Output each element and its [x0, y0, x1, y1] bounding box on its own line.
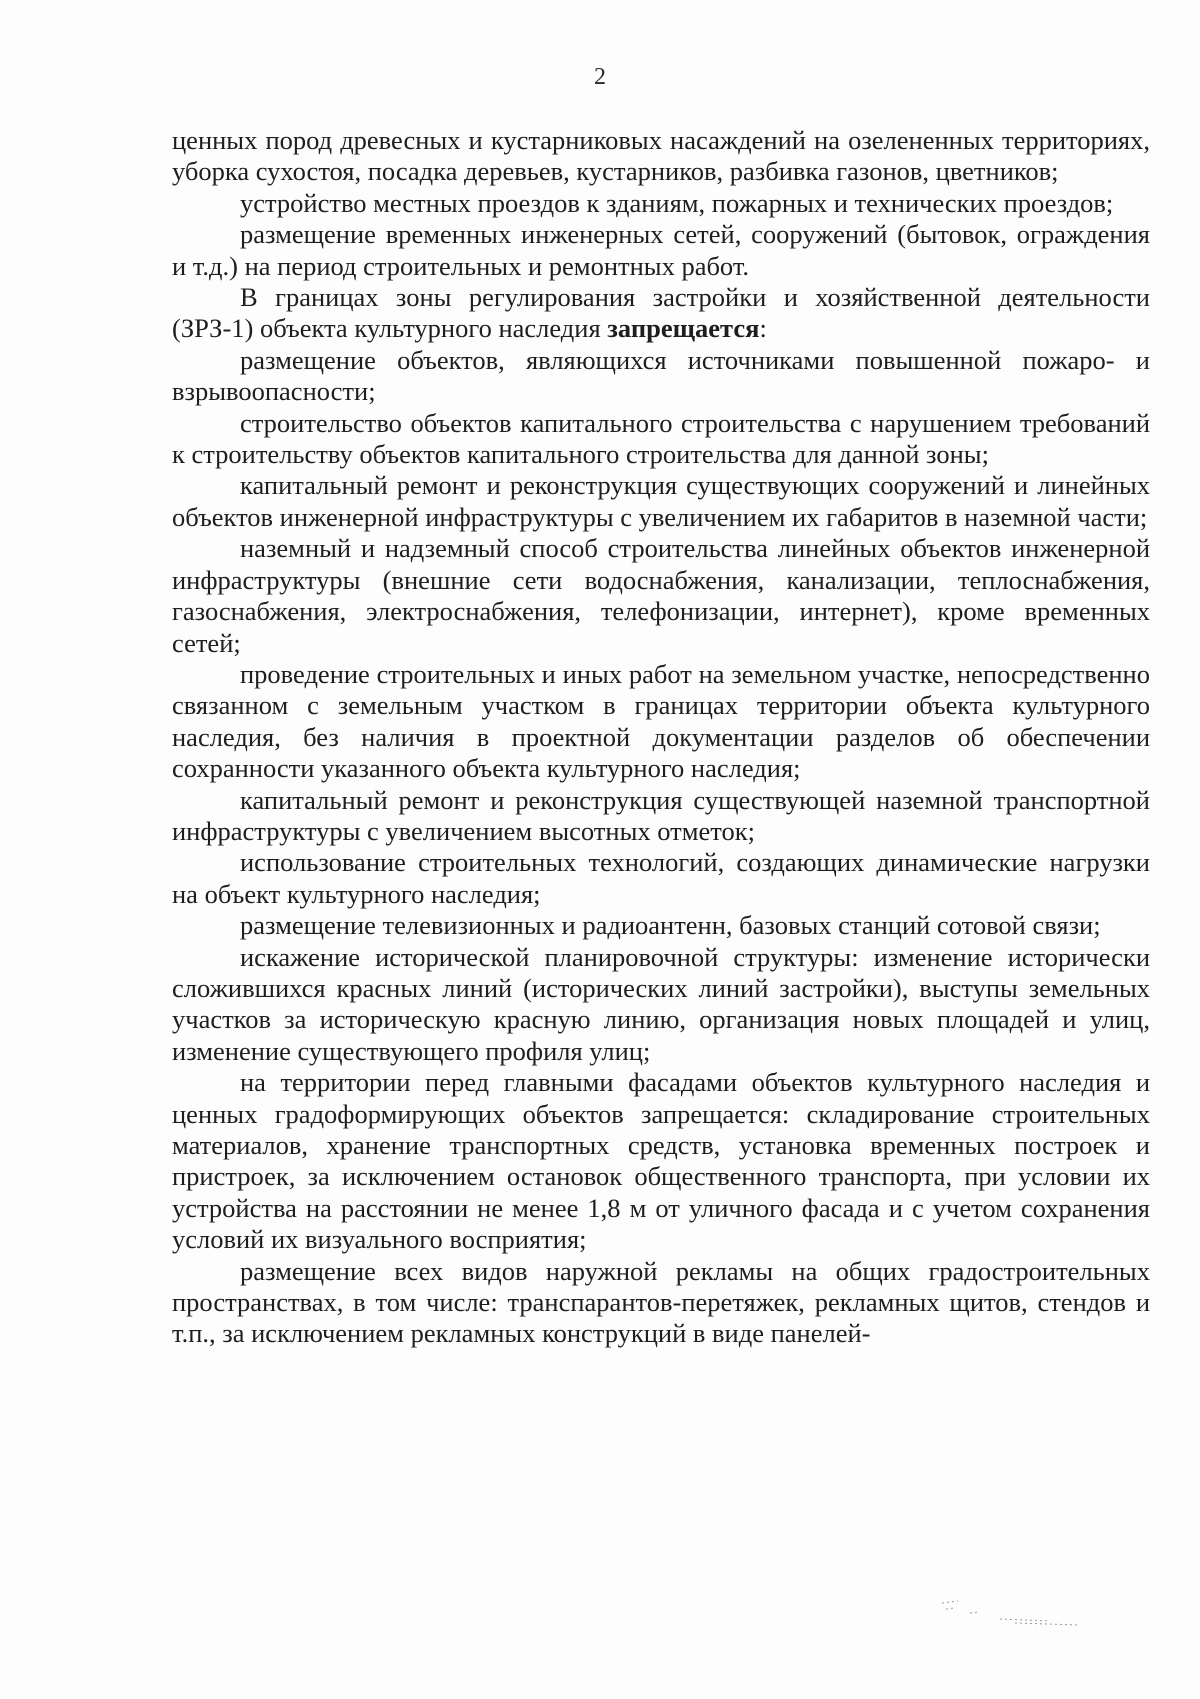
- paragraph-capital-construction: строительство объектов капитального строительства с нарушением требований к строительству объектов капитального строительства для данной зоны;: [172, 407, 1150, 470]
- paragraph-planning-structure: искажение исторической планировочной структуры: изменение исторически сложившихся красных линий (исторических линий застройки), выступы земельных участков за историческую красную линию, организация новых площадей и улиц, изменение существующего профиля улиц;: [172, 941, 1150, 1066]
- paragraph-dynamic-loads: использование строительных технологий, создающих динамические нагрузки на объект культурного наследия;: [172, 847, 1150, 909]
- paragraph-advertising: размещение всех видов наружной рекламы на общих градостроительных пространствах, в том числе: транспарантов-перетяжек, рекламных щитов, стендов и т.п., за исключением рекламных конструкций в виде панелей-: [172, 1255, 1150, 1349]
- paragraph-facades: на территории перед главными фасадами объектов культурного наследия и ценных градоформирующих объектов запрещается: складирование строительных материалов, хранение транспортных средств, установка временных построек и пристроек, за исключением остановок общественного транспорта, при условии их устройства на расстоянии не менее 1,8 м от уличного фасада и с учетом сохранения условий их визуального восприятия;: [172, 1067, 1150, 1255]
- paragraph-antennas: размещение телевизионных и радиоантенн, базовых станций сотовой связи;: [240, 910, 1101, 941]
- paragraph-linear-objects: наземный и надземный способ строительства линейных объектов инженерной инфраструктуры (внешние сети водоснабжения, канализации, теплоснабжения, газоснабжения, электроснабжения, телефонизации, интернет), кроме временных сетей;: [172, 533, 1150, 658]
- paragraph-temporary-networks: размещение временных инженерных сетей, сооружений (бытовок, ограждения и т.д.) на период строительных и ремонтных работ.: [172, 219, 1150, 281]
- page-number: 2: [594, 64, 606, 90]
- document-body: [172, 125, 1150, 1350]
- paragraph-zone-prohibitions: [172, 282, 1150, 345]
- zone-intro-text: В границах зоны регулирования застройки и хозяйственной деятельности (ЗРЗ-1) объекта культурного наследия: [172, 282, 1150, 344]
- paragraph-transport-infrastructure: капитальный ремонт и реконструкция существующей наземной транспортной инфраструктуры с увеличением высотных отметок;: [172, 784, 1150, 846]
- paragraph-fire-hazard: размещение объектов, являющихся источниками повышенной пожаро- и взрывоопасности;: [172, 344, 1150, 407]
- zone-intro-colon: :: [759, 313, 767, 344]
- paragraph-driveways: устройство местных проездов к зданиям, пожарных и технических проездов;: [240, 187, 1114, 218]
- paragraph-greenery: ценных пород древесных и кустарниковых насаждений на озелененных территориях, уборка сухостоя, посадка деревьев, кустарников, разбивка газонов, цветников;: [172, 125, 1150, 187]
- paragraph-repair-structures: капитальный ремонт и реконструкция существующих сооружений и линейных объектов инженерной инфраструктуры с увеличением их габаритов в наземной части;: [172, 470, 1150, 532]
- paragraph-construction-works: проведение строительных и иных работ на земельном участке, непосредственно связанном с земельным участком в границах территории объекта культурного наследия, без наличия в проектной документации разделов об обеспечении сохранности указанного объекта культурного наследия;: [172, 658, 1150, 784]
- scan-artifact-marks: [940, 1595, 1090, 1635]
- prohibited-keyword: запрещается: [607, 313, 760, 344]
